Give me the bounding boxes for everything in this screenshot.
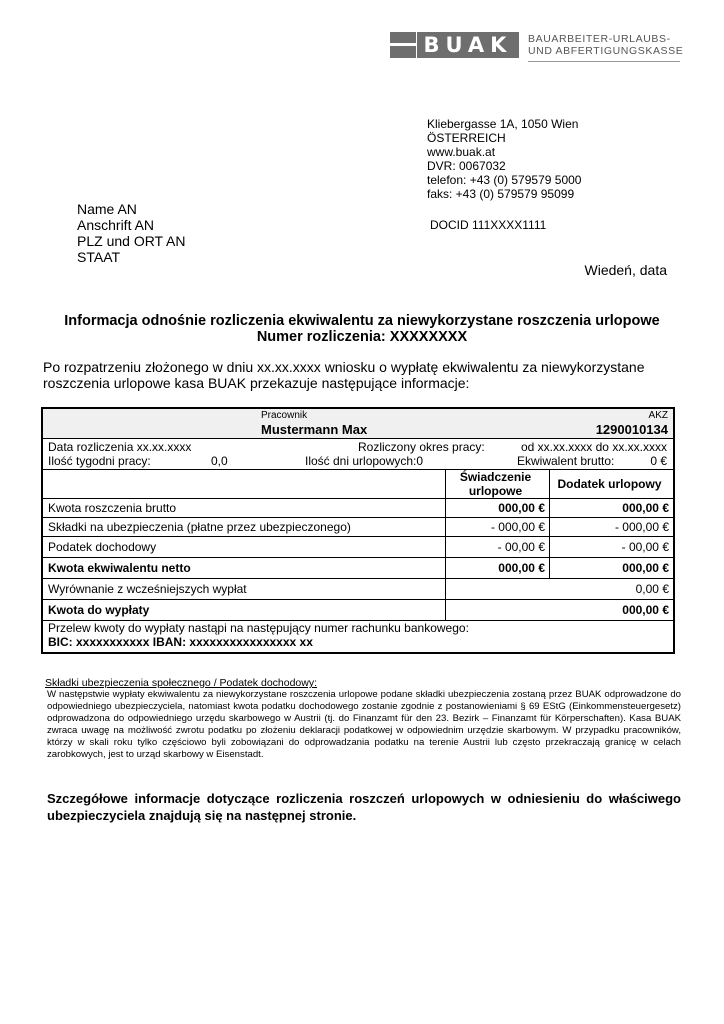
note-heading: Składki ubezpieczenia społecznego / Podatek dochodowy: bbox=[45, 677, 318, 689]
row-bonus-value: 000,00 € bbox=[622, 561, 669, 575]
table-row bbox=[43, 499, 673, 518]
row-bonus-value: 000,00 € bbox=[622, 501, 669, 515]
settlement-info-row bbox=[43, 439, 673, 470]
column-header-row bbox=[43, 470, 673, 499]
sender-dvr: DVR: 0067032 bbox=[427, 159, 506, 173]
row-bonus-value: - 00,00 € bbox=[621, 540, 669, 554]
title-line2: Numer rozliczenia: XXXXXXXX bbox=[256, 329, 468, 345]
sender-country: ÖSTERREICH bbox=[427, 131, 506, 145]
bank-transfer-row bbox=[43, 621, 673, 652]
recipient-address bbox=[77, 201, 185, 265]
logo-subtitle-line1: BAUARBEITER-URLAUBS- bbox=[528, 33, 671, 45]
recipient-street: Anschrift AN bbox=[77, 217, 155, 233]
prior-adjustment-label: Wyrównanie z wcześniejszych wypłat bbox=[43, 579, 446, 599]
logo-mark-icon bbox=[390, 32, 416, 58]
payout-value: 000,00 € bbox=[622, 603, 669, 617]
table-row bbox=[43, 558, 673, 579]
column-header-benefit: Świadczenie urlopowe bbox=[446, 470, 550, 498]
payout-label: Kwota do wypłaty bbox=[43, 600, 446, 620]
weeks-label: Ilość tygodni pracy: bbox=[48, 454, 151, 468]
employee-name: Mustermann Max bbox=[261, 422, 368, 437]
sender-website: www.buak.at bbox=[427, 145, 496, 159]
logo-subtitle-line2: UND ABFERTIGUNGSKASSE bbox=[528, 45, 684, 57]
logo-rule bbox=[528, 61, 680, 62]
transfer-text: Przelew kwoty do wypłaty nastąpi na następujący numer rachunku bankowego: bbox=[48, 621, 469, 635]
recipient-city: PLZ und ORT AN bbox=[77, 233, 186, 249]
period-label: Rozliczony okres pracy: bbox=[358, 440, 485, 454]
sender-fax: faks: +43 (0) 579579 95099 bbox=[427, 187, 575, 201]
column-header-blank bbox=[43, 470, 446, 498]
intro-paragraph: Po rozpatrzeniu złożonego w dniu xx.xx.xxxx wniosku o wypłatę ekwiwalentu za niewykorzystane roszczenia urlopowe kasa BUAK przekazuje następujące informacje: bbox=[43, 359, 645, 391]
sender-street: Kliebergasse 1A, 1050 Wien bbox=[427, 117, 579, 131]
row-label: Kwota ekwiwalentu netto bbox=[43, 558, 446, 578]
logo-subtitle bbox=[528, 33, 683, 57]
row-label: Kwota roszczenia brutto bbox=[43, 499, 446, 517]
row-benefit-value: 000,00 € bbox=[446, 558, 550, 578]
employee-header-row bbox=[43, 409, 673, 439]
equivalent-gross-label: Ekwiwalent brutto: bbox=[517, 454, 615, 468]
equivalent-gross-value: 0 € bbox=[650, 454, 667, 468]
employee-label: Pracownik bbox=[261, 410, 308, 421]
recipient-country: STAAT bbox=[77, 249, 121, 265]
note-text: W następstwie wypłaty ekwiwalentu za niewykorzystane roszczenia urlopowe podane składki ubezpieczenia zostaną przez BUAK odprowadzone do odpowiedniego ubezpieczyciela, natomiast kwota podatku dochodowego zostanie zgodnie z postanowieniami § 69 EStG (Einkommensteuergesetz) odprowadzona do odpowiedniego urzędu skarbowego w Austrii (tj. do Finanzamt für den 23. Bezirk – Finanzamt für Körperschaften). Kasa BUAK zwraca uwagę na możliwość zwrotu podatku po złożeniu deklaracji podatkowej w odpowiednim urzędzie skarbowym. W przypadku pracowników, którzy w skali roku tylko częściowo byli zobowiązani do odprowadzania podatku na terenie Austrii lub często przekraczają granicę w celach zarobkowych, jest to urząd skarbowy w Eisenstadt. bbox=[47, 689, 681, 760]
row-label: Składki na ubezpieczenia (płatne przez ubezpieczonego) bbox=[43, 518, 446, 536]
row-bonus-value: - 000,00 € bbox=[614, 520, 669, 534]
table-row bbox=[43, 537, 673, 558]
table-row bbox=[43, 518, 673, 537]
recipient-name: Name AN bbox=[77, 201, 137, 217]
bank-account: BIC: xxxxxxxxxxx IBAN: xxxxxxxxxxxxxxxx xx bbox=[48, 635, 313, 649]
prior-adjustment-row bbox=[43, 579, 673, 600]
prior-adjustment-value: 0,00 € bbox=[635, 582, 669, 596]
vacation-days: Ilość dni urlopowych:0 bbox=[305, 454, 424, 468]
place-date: Wiedeń, data bbox=[584, 262, 667, 278]
payout-row bbox=[43, 600, 673, 621]
logo-wordmark: BUAK bbox=[417, 32, 519, 58]
period-value: od xx.xx.xxxx do xx.xx.xxxx bbox=[520, 440, 667, 454]
title-line1: Informacja odnośnie rozliczenia ekwiwalentu za niewykorzystane roszczenia urlopowe bbox=[64, 313, 660, 329]
sender-address bbox=[427, 117, 581, 201]
sender-phone: telefon: +43 (0) 579579 5000 bbox=[427, 173, 582, 187]
akz-value: 1290010134 bbox=[595, 422, 668, 437]
settlement-date: Data rozliczenia xx.xx.xxxx bbox=[48, 440, 192, 454]
settlement-table bbox=[41, 407, 675, 654]
akz-label: AKZ bbox=[648, 410, 668, 421]
buak-logo bbox=[390, 32, 684, 66]
row-benefit-value: - 000,00 € bbox=[446, 518, 550, 536]
column-header-bonus: Dodatek urlopowy bbox=[557, 477, 662, 491]
footer-note: Szczegółowe informacje dotyczące rozliczenia roszczeń urlopowych w odniesieniu do właściwego ubezpieczyciela znajdują się na następnej stronie. bbox=[47, 791, 681, 823]
row-benefit-value: - 00,00 € bbox=[446, 537, 550, 557]
page-title bbox=[0, 313, 724, 345]
document-id: DOCID 111XXXX1111 bbox=[430, 218, 547, 232]
row-benefit-value: 000,00 € bbox=[446, 499, 550, 517]
weeks-value: 0,0 bbox=[211, 454, 228, 468]
row-label: Podatek dochodowy bbox=[43, 537, 446, 557]
